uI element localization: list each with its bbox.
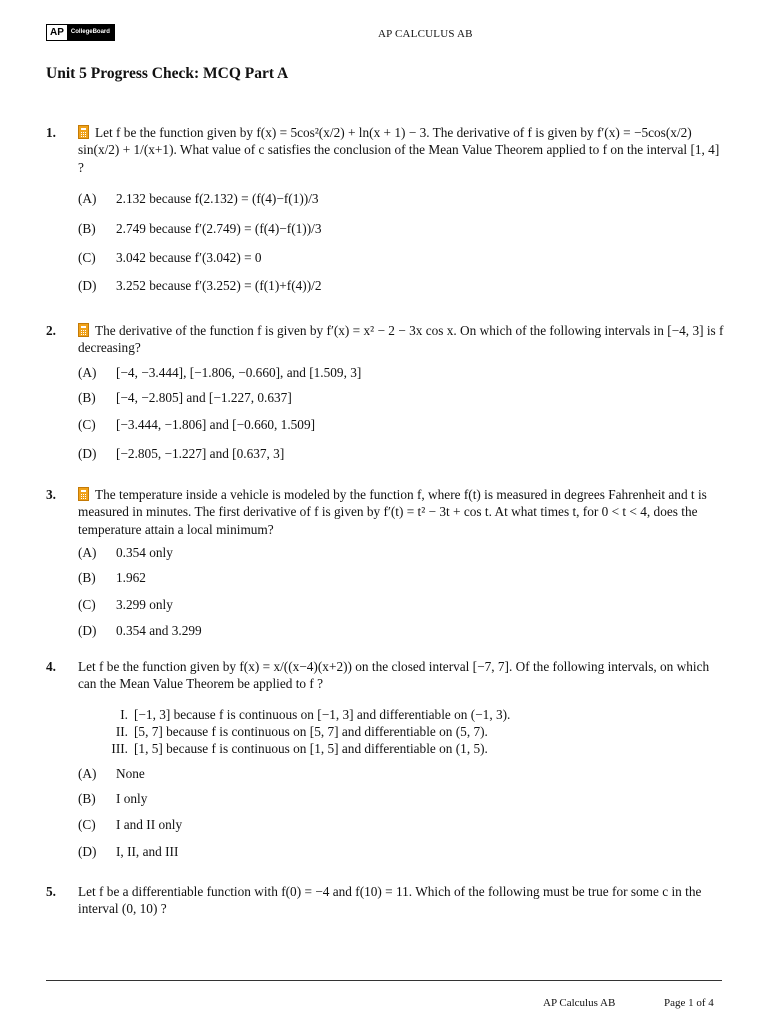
question-stem: Let f be a differentiable function with f(0) = −4 and f(10) = 11. Which of the following must be true for some c in the interval (0, 10) ? — [78, 884, 702, 917]
logo-ap-text: AP — [47, 25, 67, 40]
answer-option-c[interactable]: (C) 3.299 only — [78, 596, 173, 612]
answer-option-a[interactable]: (A) None — [78, 765, 145, 781]
question-number: 1. — [46, 125, 56, 140]
question-stem: The derivative of the function f is given by f′(x) = x² − 2 − 3x cos x. On which of the following intervals in [−4, 3] is f decreasing? — [78, 323, 724, 356]
answer-option-a[interactable]: (A) 0.354 only — [78, 544, 173, 560]
answer-option-d[interactable]: (D) 0.354 and 3.299 — [78, 623, 202, 639]
course-header: AP CALCULUS AB — [378, 28, 473, 40]
answer-options — [78, 540, 726, 644]
answer-option-d[interactable]: (D) I, II, and III — [78, 844, 179, 860]
question-stem: The temperature inside a vehicle is modeled by the function f, where f(t) is measured in degrees Fahrenheit and t is measured in minutes. The first derivative of f is given by f′(t) = t² − 3t + cos t. At what times t, for 0 < t < 4, does the temperature attain a local minimum? — [78, 487, 707, 537]
logo-collegeboard-text: CollegeBoard — [67, 25, 114, 40]
question-number: 4. — [46, 659, 56, 674]
answer-option-b[interactable]: (B) [−4, −2.805] and [−1.227, 0.637] — [78, 389, 292, 405]
answer-option-d[interactable]: (D) [−2.805, −1.227] and [0.637, 3] — [78, 446, 285, 462]
question-stem: Let f be the function given by f(x) = x/((x−4)(x+2)) on the closed interval [−7, 7]. Of the following intervals, on which can the Mean Value Theorem be applied to f ? — [78, 659, 710, 692]
question-1 — [46, 124, 726, 301]
calculator-icon — [78, 487, 89, 501]
page-title: Unit 5 Progress Check: MCQ Part A — [46, 65, 289, 82]
question-number: 5. — [46, 884, 56, 899]
answer-options — [78, 361, 726, 469]
question-number: 3. — [46, 487, 56, 502]
page-header — [0, 0, 768, 60]
calculator-icon — [78, 323, 89, 337]
footer-divider — [46, 980, 722, 981]
answer-option-a[interactable]: (A) [−4, −3.444], [−1.806, −0.660], and [1.509, 3] — [78, 364, 362, 380]
statement-ii: II. [5, 7] because f is continuous on [5, 7] and differentiable on (5, 7). — [115, 724, 488, 740]
question-stem: Let f be the function given by f(x) = 5cos²(x/2) + ln(x + 1) − 3. The derivative of f is given by f′(x) = −5cos(x/2) sin(x/2) + 1/(x+1). What value of c satisfies the conclusion of the Mean Value Theorem applied to f on the interval [1, 4] ? — [78, 125, 720, 175]
calculator-icon — [78, 125, 89, 139]
answer-option-b[interactable]: (B) I only — [78, 790, 148, 806]
statement-i: I. [−1, 3] because f is continuous on [−1, 3] and differentiable on (−1, 3). — [120, 707, 511, 723]
answer-option-b[interactable]: (B) 1.962 — [78, 570, 146, 586]
answer-options — [78, 762, 726, 866]
answer-options — [78, 184, 726, 301]
answer-option-c[interactable]: (C) I and II only — [78, 817, 183, 833]
question-3 — [46, 486, 726, 644]
question-2 — [46, 322, 726, 469]
answer-option-c[interactable]: (C) 3.042 because f′(3.042) = 0 — [78, 249, 262, 265]
answer-option-d[interactable]: (D) 3.252 because f′(3.252) = (f(1)+f(4))/2 — [78, 278, 322, 294]
statement-iii: III. [1, 5] because f is continuous on [1, 5] and differentiable on (1, 5). — [111, 741, 488, 757]
answer-option-c[interactable]: (C) [−3.444, −1.806] and [−0.660, 1.509] — [78, 417, 316, 433]
answer-option-a[interactable]: (A) 2.132 because f(2.132) = (f(4)−f(1))/3 — [78, 191, 319, 207]
ap-collegeboard-logo — [46, 24, 115, 41]
question-number: 2. — [46, 323, 56, 338]
answer-option-b[interactable]: (B) 2.749 because f′(2.749) = (f(4)−f(1))/3 — [78, 221, 322, 237]
roman-statements — [78, 707, 726, 758]
question-4 — [46, 658, 726, 866]
question-5 — [46, 883, 726, 918]
footer-page-number: Page 1 of 4 — [664, 997, 714, 1009]
footer-course: AP Calculus AB — [543, 997, 616, 1009]
